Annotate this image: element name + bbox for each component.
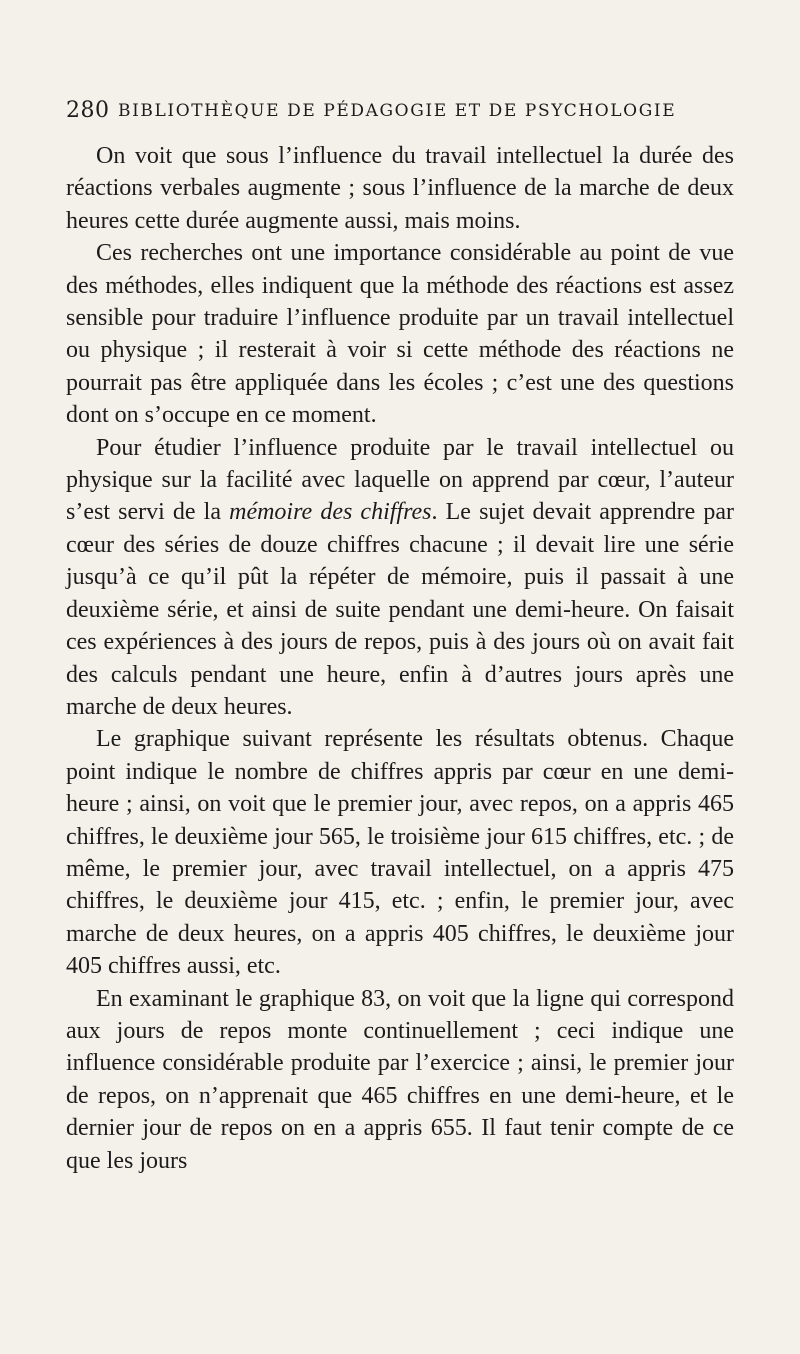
- paragraph: Le graphique suivant représente les résultats obtenus. Chaque point indique le nombre de chiffres appris par cœur en une demi-heure ; ainsi, on voit que le premier jour, avec repos, on a appris 465 chiffres, le deuxième jour 565, le troisième jour 615 chiffres, etc. ; de même, le premier jour, avec travail intellectuel, on a appris 475 chiffres, le deuxième jour 415, etc. ; enfin, le premier jour, avec marche de deux heures, on a appris 405 chiffres, le deuxième jour 405 chiffres aussi, etc.: [66, 726, 734, 980]
- page-header: [0, 98, 800, 128]
- paragraph-text: Pour étudier l’influence produite par le travail intellectuel ou physique sur la facilité avec laquelle on apprend par cœur, l’auteur s’est servi de la: [66, 434, 734, 526]
- paragraph-text: . Le sujet devait apprendre par cœur des séries de douze chiffres chacune ; il devait lire une série jusqu’à ce qu’il pût la répéter de mémoire, puis il passait à une deuxième série, et ainsi de suite pendant une demi-heure. On faisait ces expériences à des jours de repos, puis à des jours où on avait fait des calculs pendant une heure, enfin à d’autres jours après une marche de deux heures.: [66, 499, 734, 720]
- emphasized-term: mémoire des chiffres: [229, 499, 432, 526]
- paragraph: Ces recherches ont une importance considérable au point de vue des méthodes, elles indiquent que la méthode des réactions est assez sensible pour traduire l’influence produite par un travail intellectuel ou physique ; il resterait à voir si cette méthode des réactions ne pourrait pas être appliquée dans les écoles ; c’est une des questions dont on s’occupe en ce moment.: [66, 240, 734, 429]
- paragraph: [66, 432, 734, 724]
- paragraph: On voit que sous l’influence du travail intellectuel la durée des réactions verbales augmente ; sous l’influence de la marche de deux heures cette durée augmente aussi, mais moins.: [66, 143, 734, 234]
- paragraph: En examinant le graphique 83, on voit que la ligne qui correspond aux jours de repos monte continuellement ; ceci indique une influence considérable produite par l’exercice ; ainsi, le premier jour de repos, on n’apprenait que 465 chiffres en une demi-heure, et le dernier jour de repos on en a appris 655. Il faut tenir compte de ce que les jours: [66, 985, 734, 1174]
- running-title: BIBLIOTHÈQUE DE PÉDAGOGIE ET DE PSYCHOLOGIE: [118, 101, 677, 121]
- page-number: 280: [66, 98, 110, 123]
- body-text: [66, 140, 734, 1177]
